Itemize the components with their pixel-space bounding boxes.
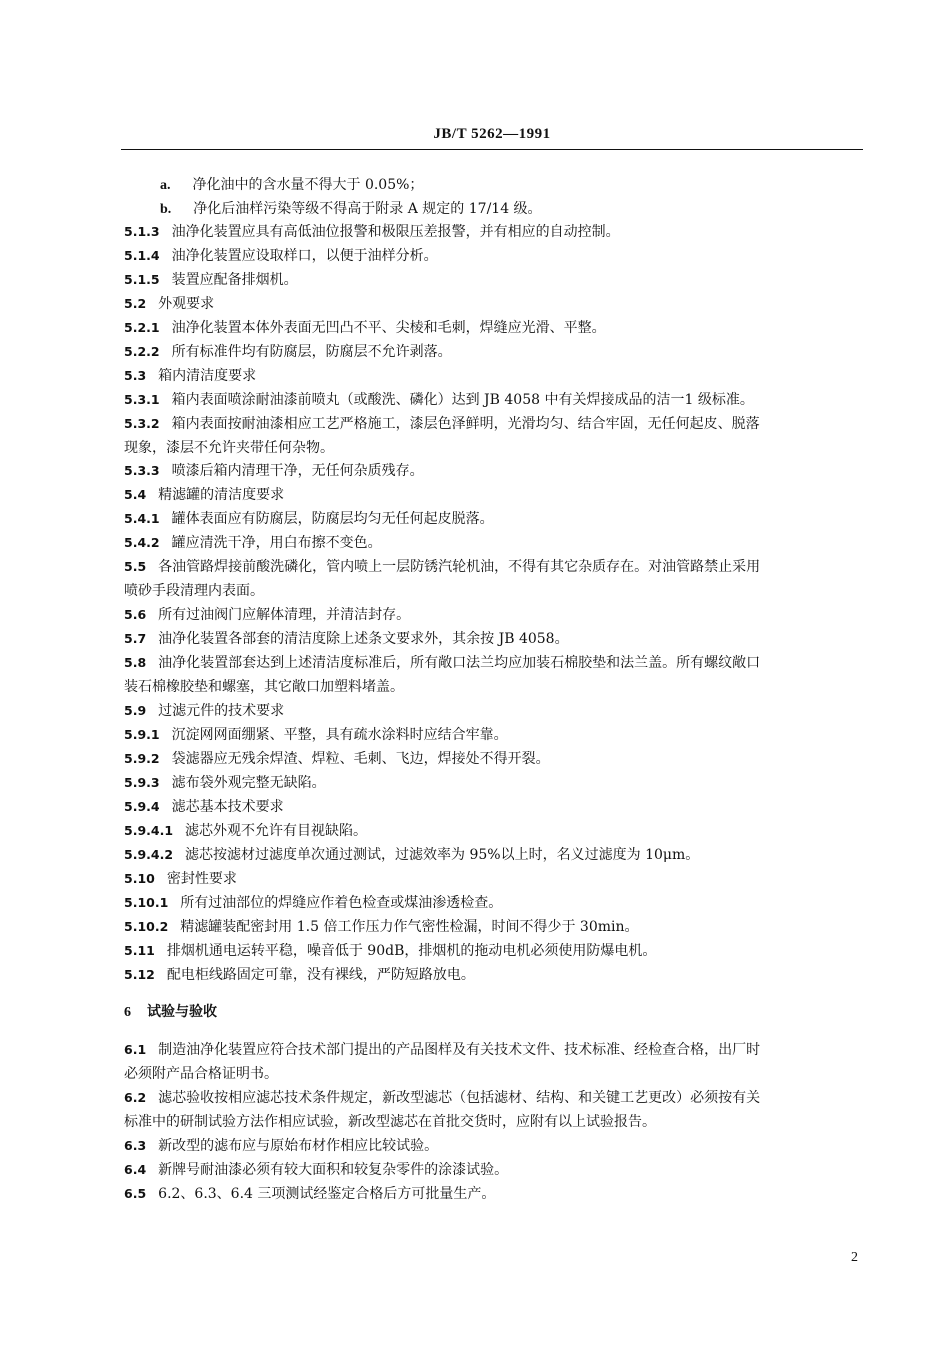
clause-line — [124, 870, 856, 888]
clause-number: 6.3 — [124, 1138, 147, 1153]
clause-number: 5.3.2 — [124, 416, 160, 431]
clause-line — [124, 510, 856, 528]
clause-text: 净化油中的含水量不得大于 0.05%； — [192, 177, 424, 193]
clause-line — [124, 1137, 856, 1155]
clause-line — [124, 271, 856, 289]
clause-line — [124, 486, 856, 504]
clause-line — [124, 462, 856, 480]
clause-line — [124, 726, 856, 744]
clause-text: 净化后油样污染等级不得高于附录 A 规定的 17/14 级。 — [193, 201, 542, 217]
clause-number: 5.12 — [124, 967, 155, 982]
clause-number: 5.3.1 — [124, 392, 160, 407]
clause-line — [124, 750, 856, 768]
clause-text: 箱内清洁度要求 — [158, 368, 257, 384]
clause-line — [160, 176, 892, 195]
clause-text: 滤芯按滤材过滤度单次通过测试，过滤效率为 95%以上时，名义过滤度为 10μm。 — [185, 847, 700, 863]
clause-text: 所有标准件均有防腐层，防腐层不允许剥落。 — [171, 344, 452, 360]
clause-text: 装石棉橡胶垫和螺塞，其它敞口加塑料堵盖。 — [124, 679, 404, 695]
clause-number: 5.3 — [124, 368, 147, 383]
clause-number: 5.1.3 — [124, 224, 160, 239]
clause-text: 滤芯外观不允许有目视缺陷。 — [185, 823, 368, 839]
paragraph-continuation — [124, 1065, 856, 1083]
clause-text: 袋滤器应无残余焊渣、焊粒、毛刺、飞边，焊接处不得开裂。 — [171, 751, 550, 767]
clause-text: 罐应清洗干净，用白布擦不变色。 — [171, 535, 382, 551]
clause-number: a. — [160, 178, 171, 193]
clause-line — [124, 343, 856, 361]
clause-text: 滤芯基本技术要求 — [171, 799, 284, 815]
clause-line — [124, 1089, 856, 1107]
clause-number: 6.4 — [124, 1162, 147, 1177]
clause-line — [124, 918, 856, 936]
clause-line — [124, 295, 856, 313]
clause-line — [124, 367, 856, 385]
clause-text: 新牌号耐油漆必须有较大面积和较复杂零件的涂漆试验。 — [158, 1162, 509, 1178]
clause-text: 箱内表面按耐油漆相应工艺严格施工，漆层色泽鲜明，光滑均匀、结合牢固，无任何起皮、脱落 — [171, 416, 760, 432]
clause-line — [124, 415, 856, 433]
clause-line — [124, 822, 856, 840]
clause-line — [124, 534, 856, 552]
clause-line — [124, 606, 856, 624]
clause-text: 密封性要求 — [166, 871, 237, 887]
clause-text: 滤布袋外观完整无缺陷。 — [171, 775, 326, 791]
clause-line — [124, 558, 856, 576]
clause-number: 5.5 — [124, 559, 147, 574]
clause-text: 装置应配备排烟机。 — [171, 272, 298, 288]
clause-text: 箱内表面喷涂耐油漆前喷丸（或酸洗、磷化）达到 JB 4058 中有关焊接成品的洁一1 级标准。 — [171, 392, 754, 408]
clause-line — [124, 630, 856, 648]
clause-text: 外观要求 — [158, 296, 215, 312]
clause-text: 所有过油部位的焊缝应作着色检查或煤油渗透检查。 — [180, 895, 503, 911]
clause-text: 必须附产品合格证明书。 — [124, 1066, 278, 1082]
clause-line — [124, 894, 856, 912]
clause-number: 5.11 — [124, 943, 155, 958]
clause-number: 5.4.1 — [124, 511, 160, 526]
clause-line — [124, 1185, 856, 1203]
clause-number: 5.2 — [124, 296, 147, 311]
clause-number: 6 — [124, 1005, 131, 1020]
clause-text: 油净化装置部套达到上述清洁度标准后，所有敞口法兰均应加装石棉胶垫和法兰盖。所有螺纹敞口 — [158, 655, 761, 671]
clause-text: 过滤元件的技术要求 — [158, 703, 285, 719]
clause-text: 油净化装置各部套的清洁度除上述条文要求外，其余按 JB 4058。 — [158, 631, 569, 647]
clause-number: 5.6 — [124, 607, 147, 622]
clause-number: 5.2.1 — [124, 320, 160, 335]
clause-number: 5.10.2 — [124, 919, 169, 934]
clause-text: 沉淀网网面绷紧、平整，具有疏水涂料时应结合牢靠。 — [171, 727, 508, 743]
clause-number: 5.9.3 — [124, 775, 160, 790]
paragraph-continuation — [124, 439, 856, 457]
clause-text: 罐体表面应有防腐层，防腐层均匀无任何起皮脱落。 — [171, 511, 494, 527]
clause-number: 5.8 — [124, 655, 147, 670]
clause-number: 5.2.2 — [124, 344, 160, 359]
paragraph-continuation — [124, 678, 856, 696]
clause-number: 5.9.4 — [124, 799, 160, 814]
clause-line — [124, 774, 856, 792]
clause-text: 滤芯验收按相应滤芯技术条件规定，新改型滤芯（包括滤材、结构、和关键工艺更改）必须按有关 — [158, 1090, 761, 1106]
clause-text: 试验与验收 — [147, 1004, 217, 1020]
clause-number: 6.5 — [124, 1186, 147, 1201]
paragraph-continuation — [124, 1113, 856, 1131]
clause-line — [124, 223, 856, 241]
clause-line — [124, 1161, 856, 1179]
clause-line — [124, 846, 856, 864]
clause-text: 各油管路焊接前酸洗磷化，管内喷上一层防锈汽轮机油，不得有其它杂质存在。对油管路禁止采用 — [158, 559, 761, 575]
page-header-standard-code: JB/T 5262—1991 — [433, 126, 551, 142]
clause-number: 5.9.1 — [124, 727, 160, 742]
clause-number: 6.1 — [124, 1042, 147, 1057]
clause-text: 制造油净化装置应符合技术部门提出的产品图样及有关技术文件、技术标准、经检查合格，出厂时 — [158, 1042, 761, 1058]
clause-number: 5.4.2 — [124, 535, 160, 550]
clause-number: b. — [160, 202, 172, 217]
clause-text: 6.2、6.3、6.4 三项测试经鉴定合格后方可批量生产。 — [158, 1186, 496, 1202]
clause-line — [160, 200, 892, 219]
paragraph-continuation — [124, 582, 856, 600]
clause-text: 所有过油阀门应解体清理，并清洁封存。 — [158, 607, 411, 623]
clause-text: 现象，漆层不允许夹带任何杂物。 — [124, 440, 334, 456]
clause-number: 5.10 — [124, 871, 155, 886]
clause-text: 精滤罐装配密封用 1.5 倍工作压力作气密性检漏，时间不得少于 30min。 — [180, 919, 639, 935]
clause-number: 5.4 — [124, 487, 147, 502]
clause-text: 新改型的滤布应与原始布材作相应比较试验。 — [158, 1138, 439, 1154]
clause-text: 喷漆后箱内清理干净，无任何杂质残存。 — [171, 463, 424, 479]
clause-line — [124, 1041, 856, 1059]
clause-text: 标准中的研制试验方法作相应试验，新改型滤芯在首批交货时，应附有以上试验报告。 — [124, 1114, 656, 1130]
clause-line — [124, 391, 856, 409]
section-heading — [124, 1003, 856, 1022]
clause-text: 油净化装置本体外表面无凹凸不平、尖棱和毛刺，焊缝应光滑、平整。 — [171, 320, 606, 336]
clause-text: 喷砂手段清理内表面。 — [124, 583, 264, 599]
clause-number: 5.9 — [124, 703, 147, 718]
clause-number: 5.1.5 — [124, 272, 160, 287]
clause-text: 排烟机通电运转平稳，噪音低于 90dB，排烟机的拖动电机必须使用防爆电机。 — [166, 943, 657, 959]
clause-number: 5.9.4.1 — [124, 823, 174, 838]
clause-number: 5.3.3 — [124, 463, 160, 478]
clause-line — [124, 247, 856, 265]
clause-number: 6.2 — [124, 1090, 147, 1105]
clause-text: 油净化装置应设取样口，以便于油样分析。 — [171, 248, 438, 264]
page-number: 2 — [851, 1250, 858, 1265]
clause-line — [124, 654, 856, 672]
clause-line — [124, 942, 856, 960]
clause-number: 5.1.4 — [124, 248, 160, 263]
clause-number: 5.7 — [124, 631, 147, 646]
clause-line — [124, 702, 856, 720]
clause-line — [124, 966, 856, 984]
clause-line — [124, 798, 856, 816]
clause-number: 5.10.1 — [124, 895, 169, 910]
clause-number: 5.9.4.2 — [124, 847, 174, 862]
clause-number: 5.9.2 — [124, 751, 160, 766]
clause-text: 配电柜线路固定可靠，没有裸线，严防短路放电。 — [166, 967, 475, 983]
clause-text: 油净化装置应具有高低油位报警和极限压差报警，并有相应的自动控制。 — [171, 224, 620, 240]
clause-text: 精滤罐的清洁度要求 — [158, 487, 285, 503]
clause-line — [124, 319, 856, 337]
